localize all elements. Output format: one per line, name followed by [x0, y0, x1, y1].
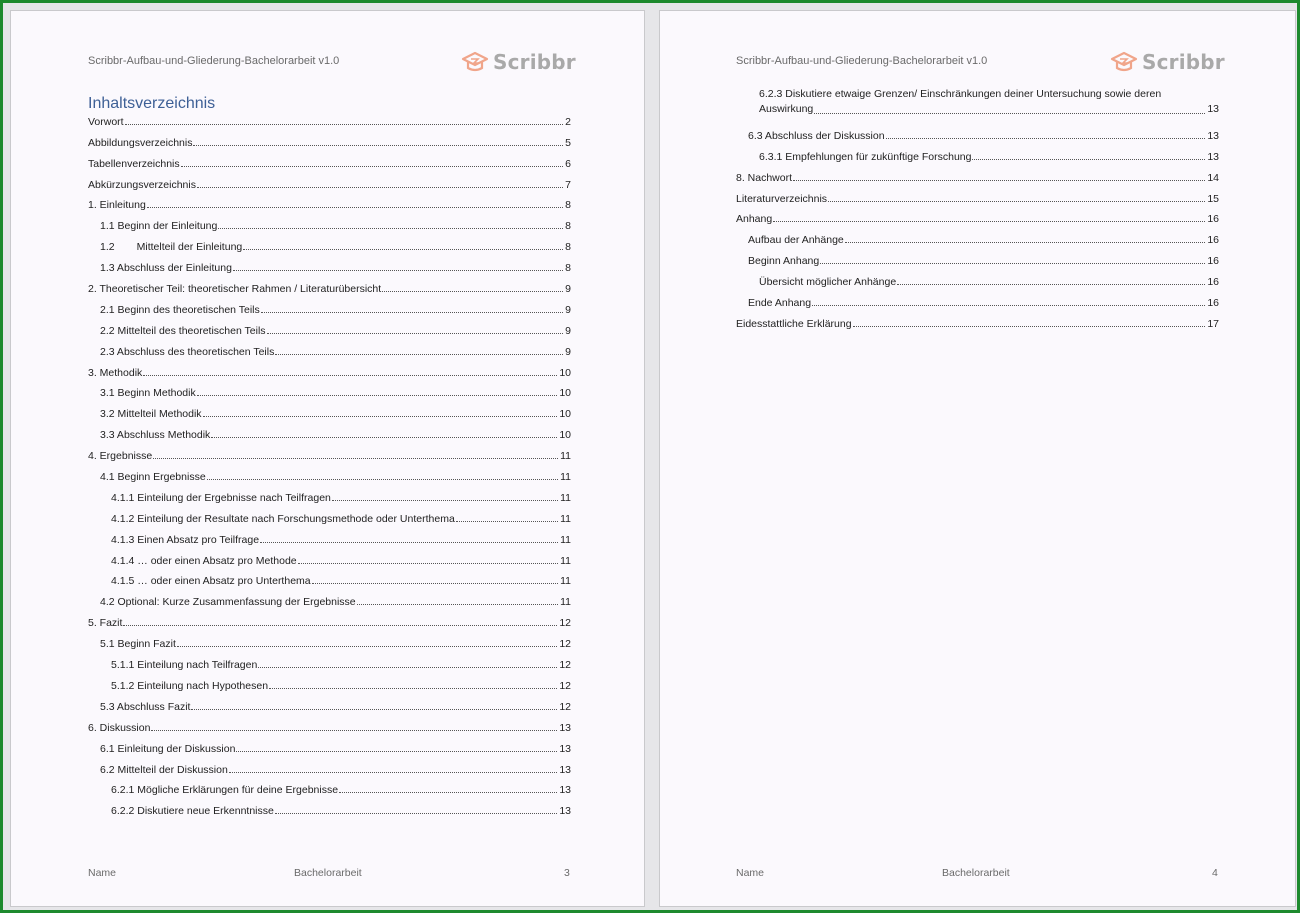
- toc-entry[interactable]: 4. Ergebnisse 11: [88, 450, 571, 463]
- toc-entry[interactable]: 1.2 Mittelteil der Einleitung 8: [100, 241, 571, 254]
- toc-entry[interactable]: Ende Anhang 16: [748, 297, 1219, 310]
- toc-entry[interactable]: 5.1 Beginn Fazit 12: [100, 638, 571, 651]
- toc-entry[interactable]: 1.1 Beginn der Einleitung 8: [100, 220, 571, 233]
- scribbr-logo: [1110, 49, 1225, 75]
- toc-entry[interactable]: Abbildungsverzeichnis 5: [88, 136, 571, 149]
- toc-entry[interactable]: 6.3.1 Empfehlungen für zukünftige Forschung 13: [759, 150, 1219, 163]
- footer-name: Name: [88, 867, 117, 879]
- toc-entry[interactable]: 3.3 Abschluss Methodik 10: [100, 429, 571, 442]
- toc-entry[interactable]: 8. Nachwort 14: [736, 171, 1219, 184]
- toc-heading: Inhaltsverzeichnis: [88, 95, 216, 112]
- toc-entry[interactable]: 1. Einleitung 8: [88, 199, 571, 212]
- table-of-contents: [88, 107, 571, 817]
- logo-text: Scribbr: [493, 50, 576, 74]
- document-page-4: [659, 10, 1296, 907]
- toc-entry[interactable]: Abkürzungsverzeichnis 7: [88, 178, 571, 191]
- footer-page-number: 3: [564, 867, 570, 879]
- header-title: Scribbr-Aufbau-und-Gliederung-Bachelorarbeit v1.0: [736, 55, 988, 67]
- toc-entry[interactable]: 4.1.4 … oder einen Absatz pro Methode 11: [111, 554, 571, 567]
- toc-entry[interactable]: 3. Methodik 10: [88, 366, 571, 379]
- document-page-3: [10, 10, 645, 907]
- toc-entry[interactable]: 6.2.1 Mögliche Erklärungen für deine Ergebnisse 13: [111, 784, 571, 797]
- logo-text: Scribbr: [1142, 50, 1225, 74]
- toc-entry[interactable]: 6.2.2 Diskutiere neue Erkenntnisse 13: [111, 805, 571, 818]
- toc-entry[interactable]: 6.2.3 Diskutiere etwaige Grenzen/ Einschränkungen deiner Untersuchung sowie deren Auswirkung 13: [759, 88, 1219, 115]
- toc-entry[interactable]: 3.2 Mittelteil Methodik 10: [100, 408, 571, 421]
- toc-entry[interactable]: 3.1 Beginn Methodik 10: [100, 387, 571, 400]
- toc-entry[interactable]: 4.1.3 Einen Absatz pro Teilfrage 11: [111, 533, 571, 546]
- toc-entry[interactable]: Anhang 16: [736, 213, 1219, 226]
- toc-entry[interactable]: 2.2 Mittelteil des theoretischen Teils 9: [100, 324, 571, 337]
- toc-entry[interactable]: 2. Theoretischer Teil: theoretischer Rahmen / Literaturübersicht 9: [88, 283, 571, 296]
- toc-entry[interactable]: 6.2 Mittelteil der Diskussion 13: [100, 763, 571, 776]
- table-of-contents: [736, 87, 1219, 330]
- header-title: Scribbr-Aufbau-und-Gliederung-Bachelorarbeit v1.0: [88, 55, 340, 67]
- toc-entry[interactable]: 6. Diskussion 13: [88, 721, 571, 734]
- toc-entry[interactable]: 6.1 Einleitung der Diskussion 13: [100, 742, 571, 755]
- footer-center: Bachelorarbeit: [294, 867, 362, 879]
- toc-entry[interactable]: 5.3 Abschluss Fazit 12: [100, 700, 571, 713]
- footer-center: Bachelorarbeit: [942, 867, 1010, 879]
- toc-entry[interactable]: 2.1 Beginn des theoretischen Teils 9: [100, 303, 571, 316]
- footer-name: Name: [736, 867, 765, 879]
- toc-entry[interactable]: Eidesstattliche Erklärung 17: [736, 317, 1219, 330]
- toc-entry[interactable]: 5.1.2 Einteilung nach Hypothesen 12: [111, 679, 571, 692]
- toc-entry[interactable]: 4.1 Beginn Ergebnisse 11: [100, 471, 571, 484]
- toc-entry[interactable]: 4.1.1 Einteilung der Ergebnisse nach Teilfragen 11: [111, 491, 571, 504]
- toc-entry[interactable]: Übersicht möglicher Anhänge 16: [759, 276, 1219, 289]
- toc-entry[interactable]: 4.1.5 … oder einen Absatz pro Unterthema 11: [111, 575, 571, 588]
- footer-page-number: 4: [1212, 867, 1218, 879]
- toc-entry[interactable]: Beginn Anhang 16: [748, 255, 1219, 268]
- toc-entry[interactable]: 2.3 Abschluss des theoretischen Teils 9: [100, 345, 571, 358]
- toc-entry[interactable]: 1.3 Abschluss der Einleitung 8: [100, 262, 571, 275]
- toc-entry[interactable]: 4.2 Optional: Kurze Zusammenfassung der Ergebnisse 11: [100, 596, 571, 609]
- toc-entry[interactable]: Tabellenverzeichnis 6: [88, 157, 571, 170]
- scribbr-logo: [461, 49, 576, 75]
- toc-entry[interactable]: 4.1.2 Einteilung der Resultate nach Forschungsmethode oder Unterthema 11: [111, 512, 571, 525]
- toc-entry[interactable]: 5.1.1 Einteilung nach Teilfragen 12: [111, 659, 571, 672]
- toc-entry[interactable]: Vorwort 2: [88, 115, 571, 128]
- toc-entry[interactable]: 6.3 Abschluss der Diskussion 13: [748, 129, 1219, 142]
- toc-entry[interactable]: Aufbau der Anhänge 16: [748, 234, 1219, 247]
- toc-entry[interactable]: 5. Fazit 12: [88, 617, 571, 630]
- graduation-cap-icon: [1110, 50, 1138, 74]
- toc-entry[interactable]: Literaturverzeichnis 15: [736, 192, 1219, 205]
- graduation-cap-icon: [461, 50, 489, 74]
